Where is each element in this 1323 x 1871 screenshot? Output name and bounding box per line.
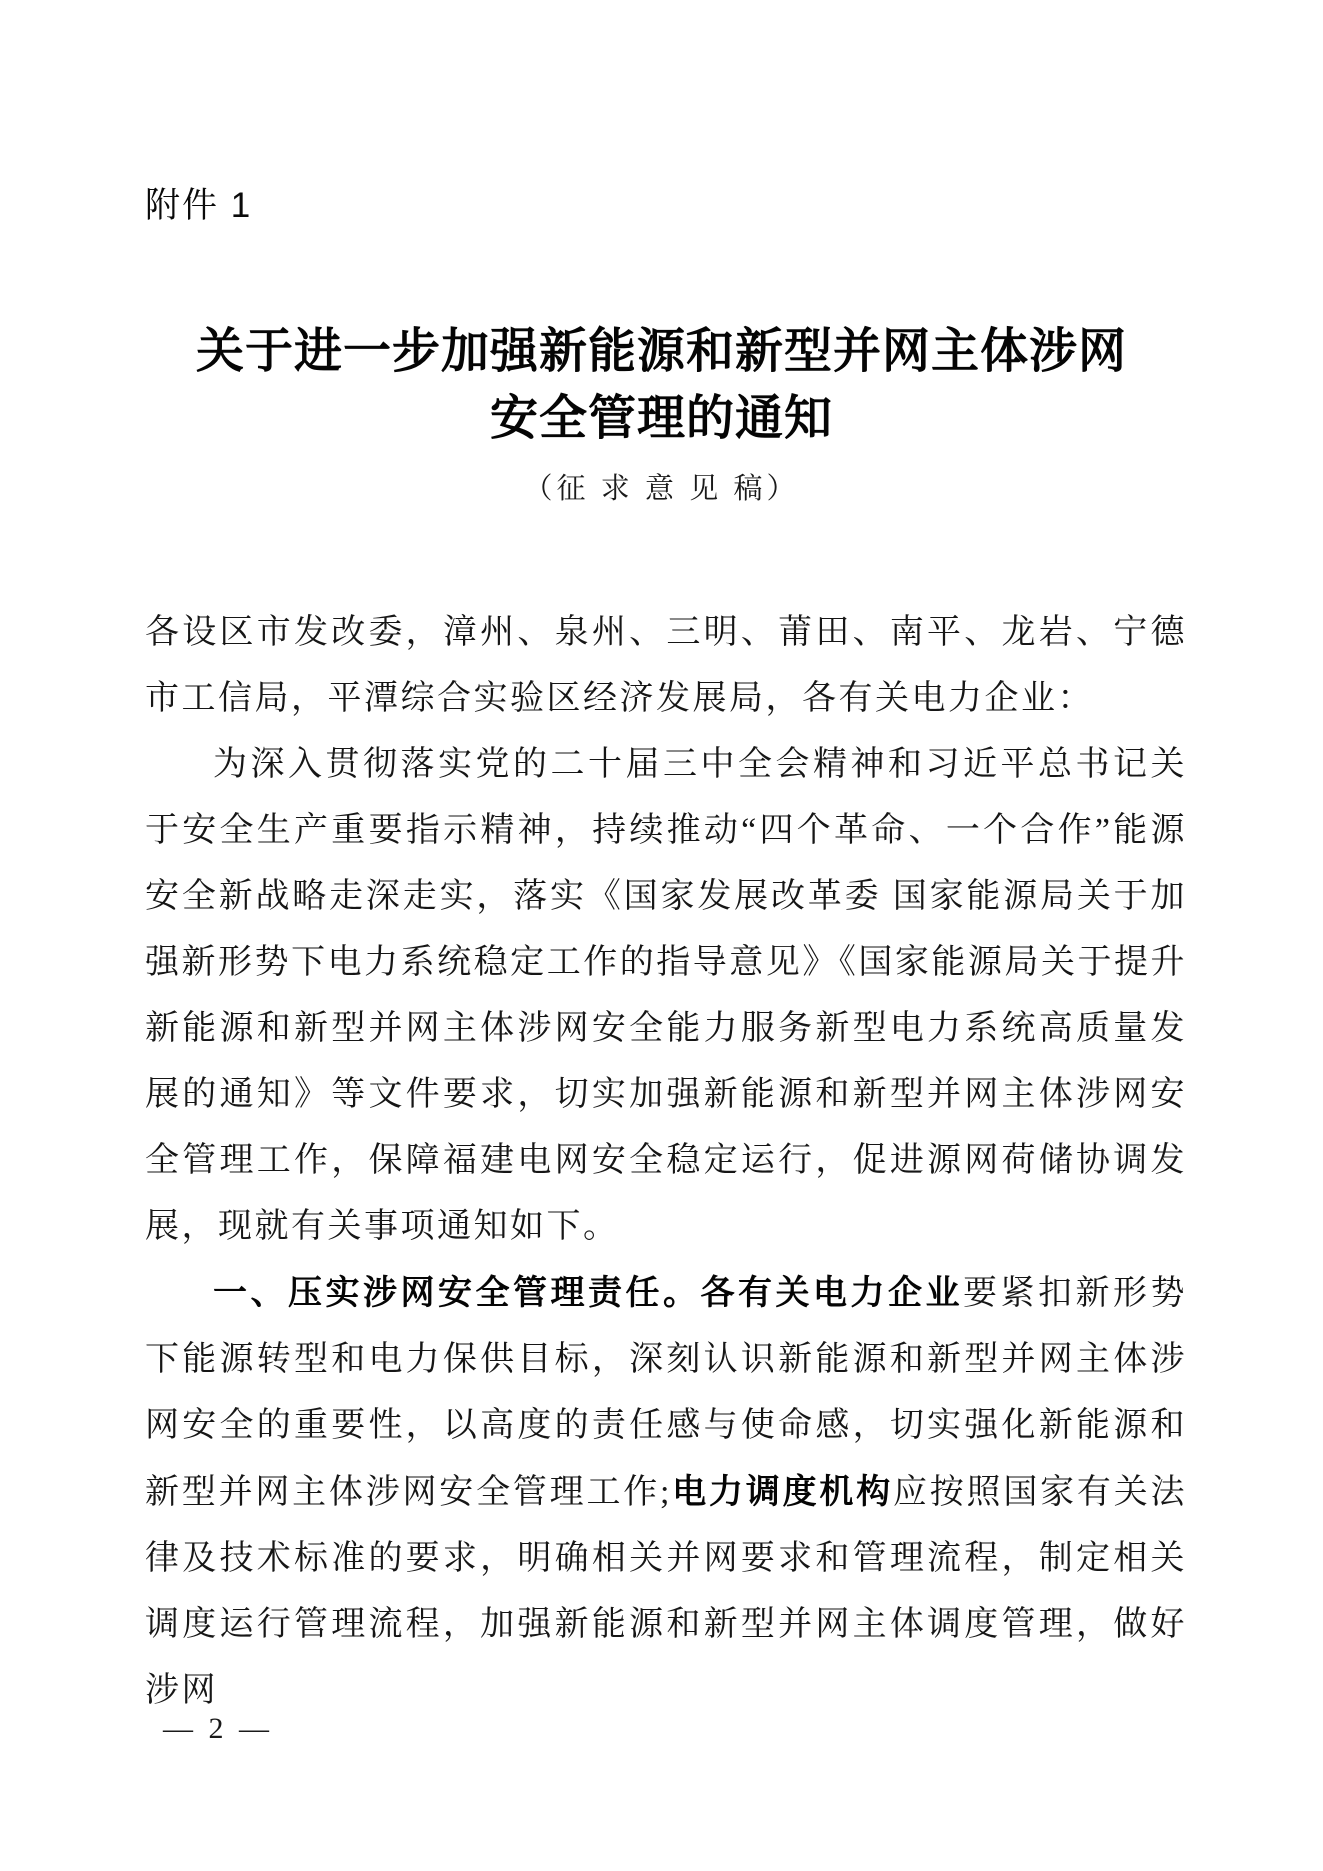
title-line-1: 关于进一步加强新能源和新型并网主体涉网 [195, 325, 1127, 378]
paragraph [145, 600, 1187, 732]
text-run: 各设区市发改委，漳州、泉州、三明、莆田、南平、龙岩、宁德市工信局，平潭综合实验区经济发展局，各有关电力企业： [145, 614, 1187, 717]
bold-text-run: 电力调度机构 [671, 1473, 893, 1511]
body-paragraphs [145, 600, 1187, 1724]
text-run: 应按照国家有关法律及技术标准的要求，明确相关并网要求和管理流程，制定相关调度运行管理流程，加强新能源和新型并网主体调度管理，做好涉网 [145, 1474, 1187, 1709]
page-number: — 2 — [163, 1712, 273, 1745]
document-subtitle: （征 求 意 见 稿） [523, 473, 800, 505]
title-line-2: 安全管理的通知 [489, 392, 833, 445]
paragraph [145, 1260, 1187, 1724]
text-run: 为深入贯彻落实党的二十届三中全会精神和习近平总书记关于安全生产重要指示精神，持续推动“四个革命、一个合作”能源安全新战略走深走实，落实《国家发展改革委 国家能源局关于加强新形势下电力系统稳定工作的指导意见》《国家能源局关于提升新能源和新型并网主体涉网安全能力服务新型电力系统高质量发展的通知》等文件要求，切实加强新能源和新型并网主体涉网安全管理工作，保障福建电网安全稳定运行，促进源网荷储协调发展，现就有关事项通知如下。 [145, 746, 1187, 1245]
attachment-label: 附件 1 [145, 186, 253, 225]
text-run: 要紧扣新形势下能源转型和电力保供目标，深刻认识新能源和新型并网主体涉网安全的重要性，以高度的责任感与使命感，切实强化新能源和新型并网主体涉网安全管理工作; [145, 1275, 1187, 1511]
bold-text-run: 一、压实涉网安全管理责任。各有关电力企业 [213, 1274, 963, 1312]
paragraph [145, 732, 1187, 1260]
document-title [0, 318, 1323, 452]
